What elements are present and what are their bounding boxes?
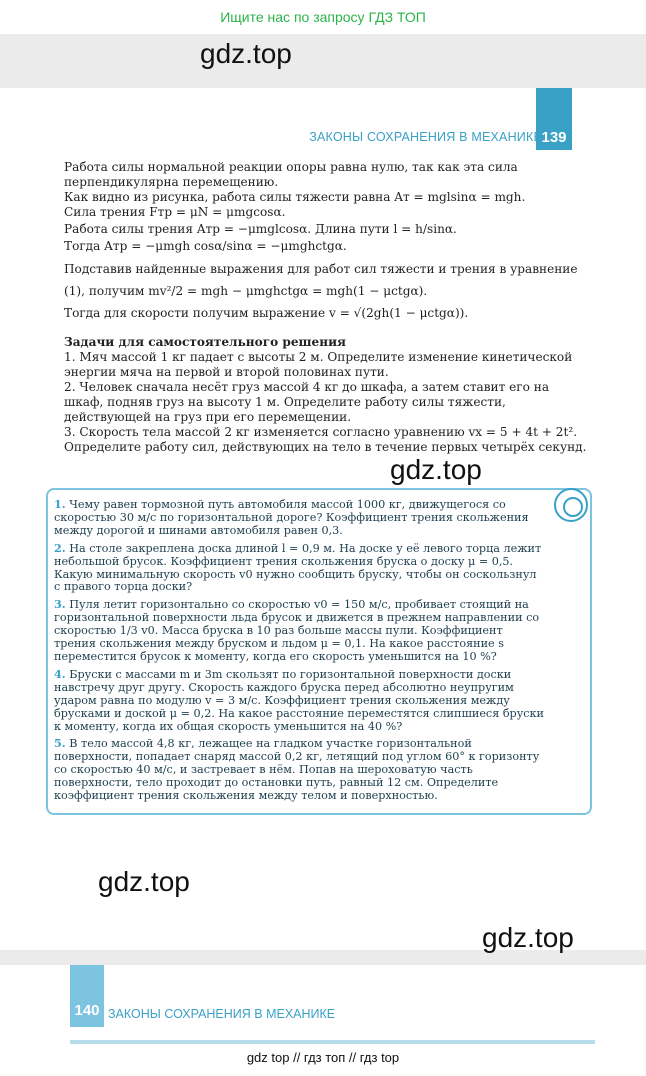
tasks-section bbox=[64, 335, 588, 455]
text-line: Работа силы трения Aтр = −μmglcosα. Длина пути l = h/sinα. bbox=[64, 222, 457, 236]
problem-item bbox=[54, 668, 546, 734]
page-number: 140 bbox=[74, 1002, 100, 1019]
watermark: gdz.top bbox=[482, 922, 574, 953]
text-line: Подставив найденные выражения для работ сил тяжести и трения в уравнение (1), получим mv²/2 = mgh − μmghctgα = mgh(1 − μctgα). bbox=[64, 262, 578, 298]
watermark: gdz.top bbox=[200, 38, 292, 69]
problem-text: Бруски с массами m и 3m скользят по горизонтальной поверхности доски навстречу друг другу. Скорость каждого бруска перед абсолютно неупругим ударом равна по модулю v = 3 м/с. Коэффициент трения скольжения между брусками и доской μ = 0,2. На какое расстояние переместятся слипшиеся бруски к моменту, когда их общая скорость уменьшится на 40 %? bbox=[54, 667, 545, 733]
running-head: ЗАКОНЫ СОХРАНЕНИЯ В МЕХАНИКЕ bbox=[108, 1007, 336, 1021]
problem-item bbox=[54, 542, 546, 595]
problems-icon bbox=[554, 488, 588, 522]
task-item: 2. Человек сначала несёт груз массой 4 кг до шкафа, а затем ставит его на шкаф, подняв груз на высоту 1 м. Определите работу силы тяжести, действующей на груз при его перемещении. bbox=[64, 380, 550, 424]
problem-number: 3. bbox=[54, 597, 66, 612]
problem-item bbox=[54, 737, 546, 803]
text-line: Тогда для скорости получим выражение v = √(2gh(1 − μctgα)). bbox=[64, 306, 469, 320]
task-item: 3. Скорость тела массой 2 кг изменяется согласно уравнению vx = 5 + 4t + 2t². Определите работу сил, действующих на тело в течение первых четырёх секунд. bbox=[64, 425, 587, 454]
problem-item bbox=[54, 498, 546, 538]
task-item: 1. Мяч массой 1 кг падает с высоты 2 м. Определите изменение кинетической энергии мяча на первой и второй половинах пути. bbox=[64, 350, 573, 379]
problems-list bbox=[54, 498, 546, 803]
watermark: gdz.top bbox=[390, 454, 482, 485]
problem-number: 2. bbox=[54, 540, 66, 555]
problem-number: 5. bbox=[54, 736, 66, 751]
tasks-title: Задачи для самостоятельного решения bbox=[64, 335, 346, 349]
search-hint-link[interactable]: Ищите нас по запросу ГДЗ ТОП bbox=[220, 9, 426, 25]
text-line: Тогда Aтр = −μmgh cosα/sinα = −μmghctgα. bbox=[64, 239, 347, 253]
problem-text: Чему равен тормозной путь автомобиля массой 1000 кг, движущегося со скоростью 30 м/с по горизонтальной дороге? Коэффициент трения скольжения между дорогой и шинами автомобиля равен 0,3. bbox=[54, 498, 529, 537]
top-banner bbox=[0, 0, 646, 34]
problem-number: 1. bbox=[54, 497, 66, 511]
problem-text: На столе закреплена доска длиной l = 0,9 м. На доске у её левого торца лежит небольшой брусок. Коэффициент трения скольжения бруска о доску μ = 0,5. Какую минимальную скорость v0 нужно сообщить бруску, чтобы он соскользнул с правого торца доски? bbox=[54, 541, 542, 594]
page-number: 139 bbox=[541, 129, 567, 146]
page-number-tab bbox=[70, 965, 104, 1027]
solution-text bbox=[64, 160, 588, 321]
problem-text: В тело массой 4,8 кг, лежащее на гладком участке горизонтальной поверхности, попадает снаряд массой 0,2 кг, летящий под углом 60° к горизонту со скоростью 40 м/с, и застревает в нём. Попав на шероховатую часть поверхности, тело проходит до остановки путь, равный 12 см. Определите коэффициент трения скольжения между телом и поверхностью. bbox=[54, 737, 540, 803]
running-head: ЗАКОНЫ СОХРАНЕНИЯ В МЕХАНИКЕ bbox=[309, 130, 542, 144]
problem-item bbox=[54, 598, 546, 664]
watermark: gdz.top bbox=[98, 866, 190, 897]
problem-text: Пуля летит горизонтально со скоростью v0 = 150 м/с, пробивает стоящий на горизонтальной поверхности льда брусок и движется в прежнем направлении со скоростью 1/3 v0. Масса бруска в 10 раз больше массы пули. Коэффициент трения скольжения между бруском и льдом μ = 0,1. На какое расстояние s переместится брусок к моменту, когда его скорость уменьшится на 10 %? bbox=[54, 598, 540, 663]
footer: gdz top // гдз топ // гдз top bbox=[0, 1044, 646, 1076]
text-line: Сила трения Fтр = μN = μmgcosα. bbox=[64, 205, 286, 219]
problem-number: 4. bbox=[54, 666, 66, 681]
text-line: Как видно из рисунка, работа силы тяжести равна Aт = mglsinα = mgh. bbox=[64, 190, 526, 204]
text-line: Работа силы нормальной реакции опоры равна нулю, так как эта сила перпендикулярна перемещению. bbox=[64, 160, 518, 189]
